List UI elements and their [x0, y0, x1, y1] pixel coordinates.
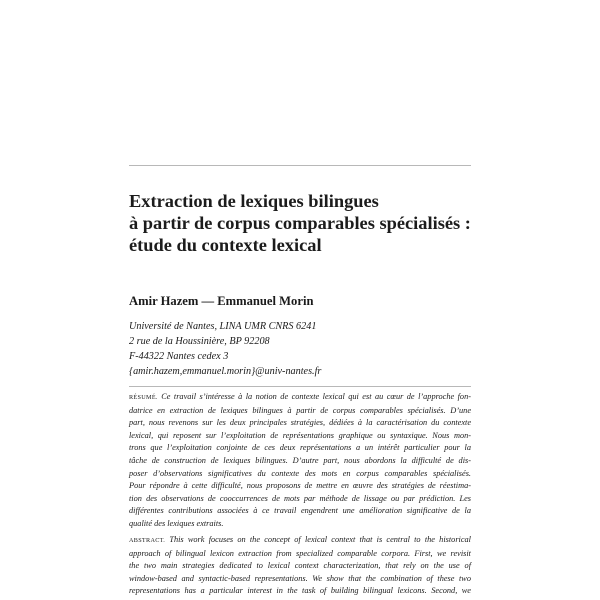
resume-line: part, nous revenons sur les deux principales stratégies, dédiées à la caractérisation du contexte	[129, 418, 471, 428]
abstract-line: ABSTRACT. This work focuses on the concept of lexical context that is central to the historical	[129, 535, 471, 544]
title-line: à partir de corpus comparables spécialisés :	[129, 213, 471, 233]
paper-title	[129, 190, 489, 256]
title-line: étude du contexte lexical	[129, 235, 322, 255]
affiliation-line: Université de Nantes, LINA UMR CNRS 6241	[129, 321, 317, 332]
abstract-line: the two main strategies dedicated to lexical context characterization, that rely on the use of	[129, 561, 471, 571]
abstract-line: window-based and syntactic-based representations. We show that the combination of these two	[129, 573, 471, 583]
resume-line: lexical, qui reposent sur l’exploitation de représentations graphique ou syntaxique. Nous mon-	[129, 430, 471, 440]
abstract-line: representations has a particular interest in the task of building bilingual lexicons. Second, we	[129, 586, 471, 596]
affiliation	[129, 319, 321, 379]
affiliation-email: {amir.hazem,emmanuel.morin}@univ-nantes.fr	[129, 366, 322, 377]
resume-block	[129, 391, 471, 531]
resume-line: trons que l’exploitation conjointe de ces deux représentations a un intérêt particulier pour la	[129, 443, 471, 453]
resume-line: tâche de construction de lexiques bilingues. D’autre part, nous abordons la difficulté de dis-	[129, 455, 471, 465]
affiliation-line: 2 rue de la Houssinière, BP 92208	[129, 336, 270, 347]
resume-line: différentes contributions associées à ce travail engendrent une amélioration significative de la	[129, 506, 471, 516]
resume-line: RÉSUMÉ. Ce travail s’intéresse à la notion de contexte lexical qui est au cœur de l’approche fon-	[129, 392, 471, 401]
abstract-label: ABSTRACT.	[129, 537, 166, 544]
affiliation-line: F-44322 Nantes cedex 3	[129, 351, 229, 362]
resume-line: qualité des lexiques extraits.	[129, 518, 224, 528]
abstract-line: approach of bilingual lexicon extraction from specialized comparable corpora. First, we revisit	[129, 548, 471, 558]
abstract-block	[129, 534, 471, 598]
title-line: Extraction de lexiques bilingues	[129, 191, 379, 211]
resume-line: Pour répondre à cette difficulté, nous proposons de mettre en œuvre des stratégies de réestima-	[129, 481, 471, 491]
authors: Amir Hazem — Emmanuel Morin	[129, 294, 314, 308]
header-rule	[129, 165, 471, 166]
resume-label: RÉSUMÉ.	[129, 394, 158, 401]
resume-line: datrice en extraction de lexiques bilingues à partir de corpus comparables spécialisés. D’une	[129, 405, 471, 415]
resume-line: poser d’observations significatives du contexte des mots en corpus comparables spécialisés.	[129, 468, 471, 478]
abstract-rule	[129, 386, 471, 387]
resume-line: tion des observations de cooccurrences de mots par méthode de lissage ou par prédiction. Les	[129, 493, 471, 503]
